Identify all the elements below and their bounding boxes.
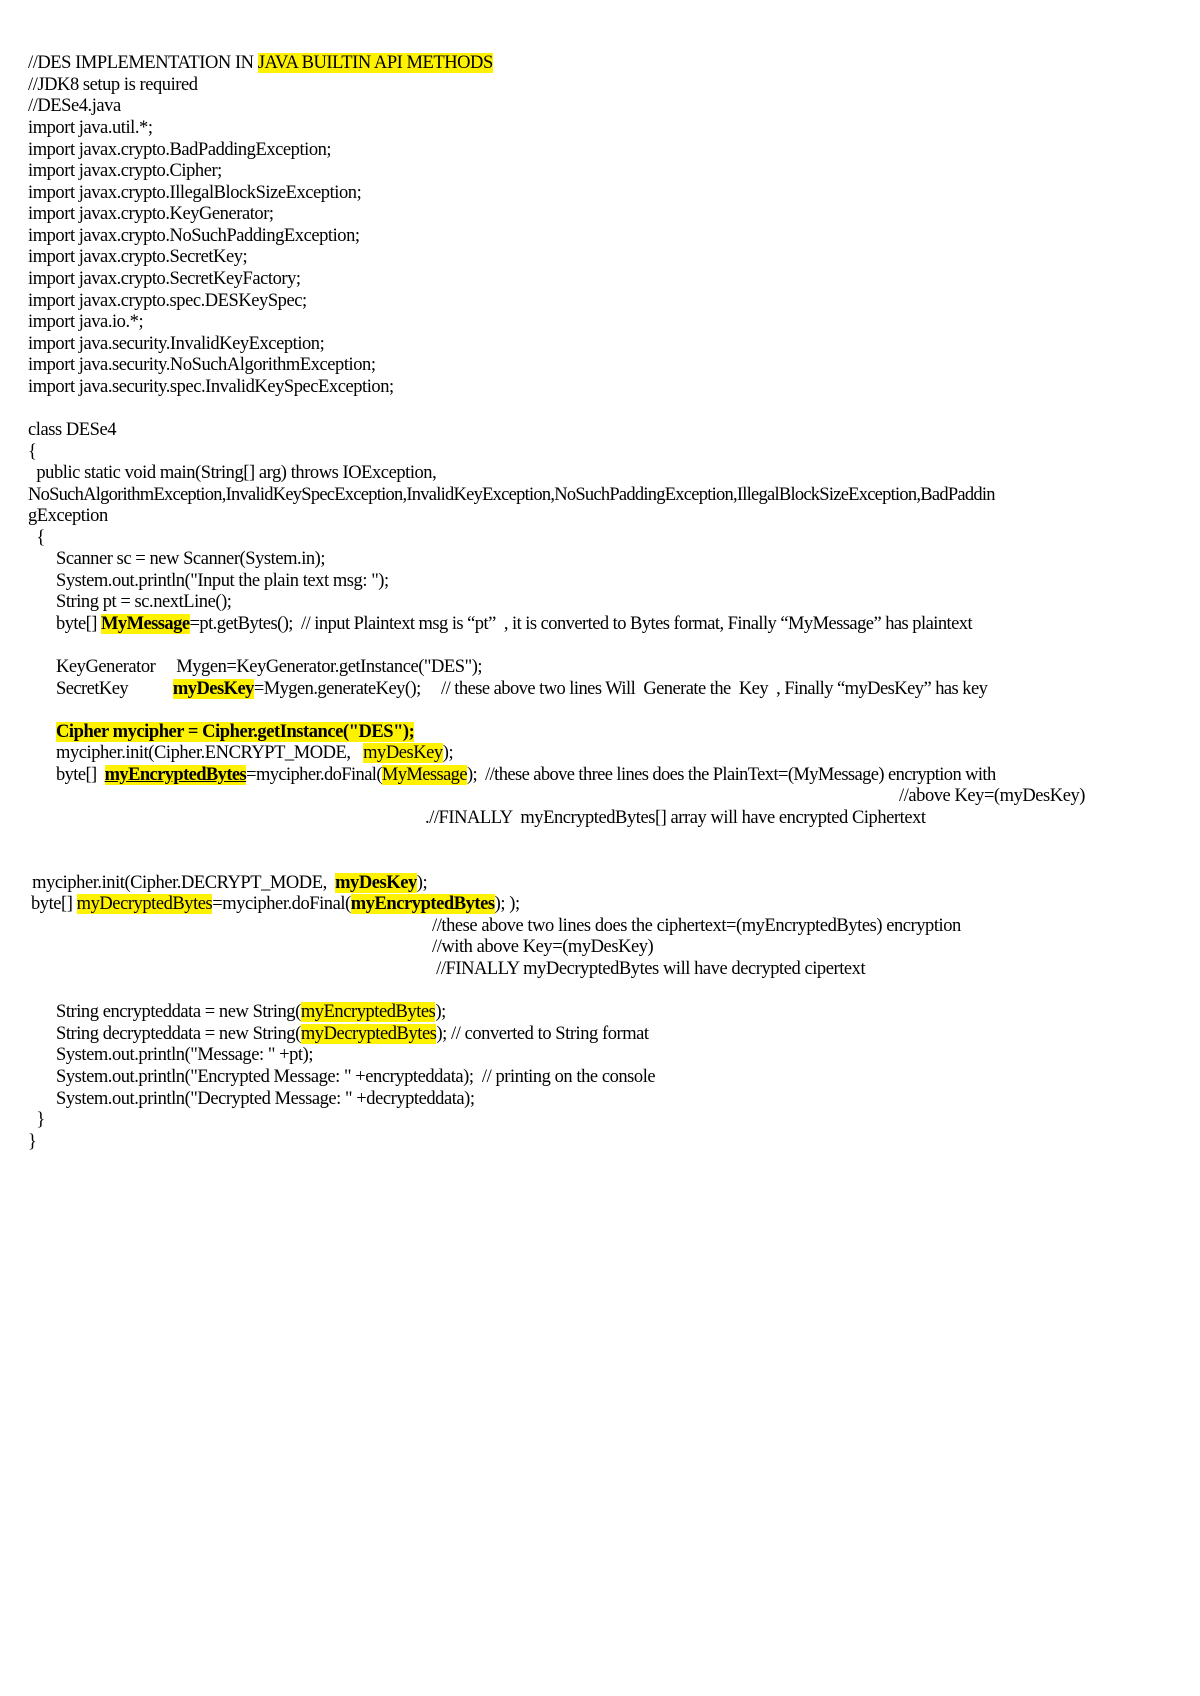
import-line: import java.util.*; (28, 118, 153, 138)
code-line: String pt = sc.nextLine(); (56, 592, 232, 612)
import-line: import javax.crypto.spec.DESKeySpec; (28, 291, 307, 311)
code-line: System.out.println("Decrypted Message: " +decrypteddata); (56, 1089, 475, 1109)
code-line: System.out.println("Message: " +pt); (56, 1045, 314, 1065)
import-line: import java.security.NoSuchAlgorithmException; (28, 355, 376, 375)
code-line: String encrypteddata = new String(myEncryptedBytes); (56, 1002, 446, 1022)
comment-line: //these above two lines does the ciphertext=(myEncryptedBytes) encryption (432, 916, 961, 936)
code-line: byte[] MyMessage=pt.getBytes(); // input Plaintext msg is “pt” , it is converted to Bytes format, Finally “MyMessage” has plaintext (56, 614, 973, 634)
code-line (56, 721, 414, 744)
highlight: myEncryptedBytes (300, 1002, 436, 1022)
import-line: import javax.crypto.NoSuchPaddingException; (28, 226, 360, 246)
import-line: import javax.crypto.SecretKeyFactory; (28, 269, 301, 289)
throws-continuation: gException (28, 506, 108, 526)
highlight: myEncryptedBytes (104, 765, 247, 785)
code-line: mycipher.init(Cipher.ENCRYPT_MODE, myDesKey); (56, 743, 454, 763)
comment-line: //FINALLY myDecryptedBytes will have decrypted cipertext (432, 959, 866, 979)
highlight: Cipher mycipher = Cipher.getInstance("DES"); (56, 722, 415, 742)
code-line: System.out.println("Input the plain text msg: "); (56, 571, 389, 591)
highlight: myDecryptedBytes (76, 894, 213, 914)
highlight: MyMessage (381, 765, 467, 785)
import-line: import javax.crypto.KeyGenerator; (28, 204, 274, 224)
highlight: myDesKey (363, 743, 443, 763)
code-line: System.out.println("Encrypted Message: " +encrypteddata); // printing on the console (56, 1067, 656, 1087)
import-line: import javax.crypto.BadPaddingException; (28, 140, 332, 160)
import-line: import javax.crypto.SecretKey; (28, 247, 248, 267)
highlight: myDesKey (335, 873, 417, 893)
brace: { (28, 442, 37, 462)
title-highlight: JAVA BUILTIN API METHODS (257, 53, 493, 73)
code-line: Scanner sc = new Scanner(System.in); (56, 549, 326, 569)
comment-line: .//FINALLY myEncryptedBytes[] array will have encrypted Ciphertext (425, 808, 926, 828)
title-text: //DES IMPLEMENTATION IN (28, 53, 258, 73)
code-line: String decrypteddata = new String(myDecryptedBytes); // converted to String format (56, 1024, 649, 1044)
code-line: KeyGenerator Mygen=KeyGenerator.getInstance("DES"); (56, 657, 483, 677)
brace: } (28, 1110, 45, 1130)
import-line: import javax.crypto.IllegalBlockSizeException; (28, 183, 362, 203)
import-line: import java.security.spec.InvalidKeySpecException; (28, 377, 394, 397)
import-line: import java.security.InvalidKeyException; (28, 334, 325, 354)
main-signature: public static void main(String[] arg) throws IOException, (28, 463, 437, 483)
highlight: myDecryptedBytes (300, 1024, 437, 1044)
code-line: byte[] myDecryptedBytes=mycipher.doFinal(myEncryptedBytes); ); (31, 894, 520, 914)
brace: { (28, 528, 45, 548)
comment-line: //JDK8 setup is required (28, 75, 198, 95)
brace: } (28, 1132, 37, 1152)
comment-line: //above Key=(myDesKey) (899, 786, 1085, 806)
import-line: import javax.crypto.Cipher; (28, 161, 222, 181)
code-line: SecretKey myDesKey=Mygen.generateKey(); // these above two lines Will Generate the Key , Finally “myDesKey” has key (56, 679, 988, 699)
comment-line: //with above Key=(myDesKey) (432, 937, 654, 957)
comment-line: //DESe4.java (28, 96, 121, 116)
doc-title (28, 52, 493, 75)
code-line: byte[] myEncryptedBytes=mycipher.doFinal(MyMessage); //these above three lines does the PlainText=(MyMessage) encryption with (56, 765, 996, 785)
code-line: mycipher.init(Cipher.DECRYPT_MODE, myDesKey); (28, 873, 428, 893)
highlight: myDesKey (172, 679, 254, 699)
throws-line: NoSuchAlgorithmException,InvalidKeySpecException,InvalidKeyException,NoSuchPaddingException,IllegalBlockSizeException,BadPaddin (28, 485, 995, 505)
import-line: import java.io.*; (28, 312, 144, 332)
highlight: myEncryptedBytes (350, 894, 495, 914)
highlight: MyMessage (100, 614, 190, 634)
class-declaration: class DESe4 (28, 420, 117, 440)
